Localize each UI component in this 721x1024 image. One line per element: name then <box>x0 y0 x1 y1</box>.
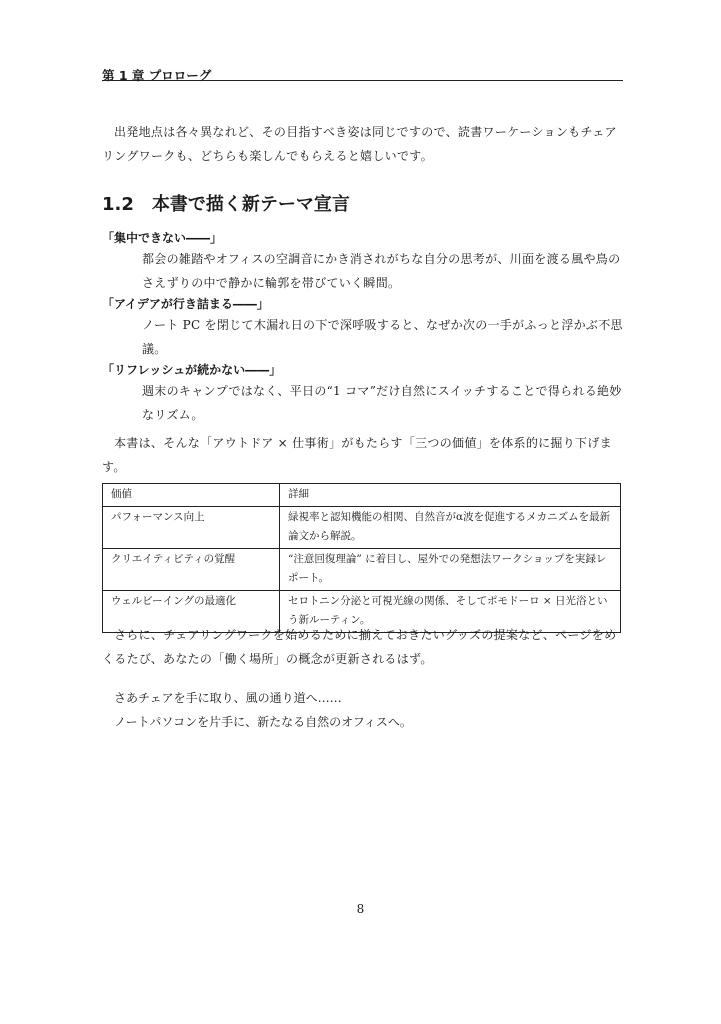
table-row <box>103 549 621 591</box>
header-rule <box>102 80 623 81</box>
item-heading: 「アイデアが行き詰まる――」 <box>102 297 269 311</box>
table-header-row <box>103 484 621 507</box>
table-cell-detail: セロトニン分泌と可視光線の関係、そしてポモドーロ × 日光浴という新ルーティン。 <box>280 591 621 633</box>
table-cell-value: ウェルビーイングの最適化 <box>103 591 280 633</box>
list-item <box>102 229 623 295</box>
intro-paragraph: 出発地点は各々異なれど、その目指すべき姿は同じですので、読書ワーケーションもチェアリングワークも、どちらも楽しんでもらえると嬉しいです。 <box>102 125 617 163</box>
values-table <box>102 483 621 633</box>
table-intro-paragraph: 本書は、そんな「アウトドア × 仕事術」がもたらす「三つの価値」を体系的に掘り下げます。 <box>102 436 612 474</box>
closing-line-1: さあチェアを手に取り、風の通り道へ…… <box>114 691 342 705</box>
column-header-detail: 詳細 <box>280 484 621 507</box>
item-body: 週末のキャンプではなく、平日の“1 コマ”だけ自然にスイッチすることで得られる絶妙なリズム。 <box>142 384 622 422</box>
after-table-paragraph: さらに、チェアリングワークを始めるために揃えておきたいグッズの提案など、ページをめくるたび、あなたの「働く場所」の概念が更新されるはず。 <box>102 628 617 666</box>
table-cell-value: クリエイティビティの覚醒 <box>103 549 280 591</box>
running-header: 第 1 章 プロローグ <box>102 68 212 83</box>
table-row <box>103 507 621 549</box>
item-heading: 「集中できない――」 <box>102 231 223 245</box>
table-cell-value: パフォーマンス向上 <box>103 507 280 549</box>
list-item <box>102 361 623 427</box>
column-header-value: 価値 <box>103 484 280 507</box>
item-body: ノート PC を閉じて木漏れ日の下で深呼吸すると、なぜか次の一手がふっと浮かぶ不思議。 <box>142 318 623 356</box>
section-heading <box>102 190 350 216</box>
item-body: 都会の雑踏やオフィスの空調音にかき消されがちな自分の思考が、川面を渡る風や鳥のさえずりの中で静かに輪郭を帯びていく瞬間。 <box>142 252 621 290</box>
list-item <box>102 295 623 361</box>
item-heading: 「リフレッシュが続かない――」 <box>102 363 282 377</box>
section-number: 1.2 <box>102 194 134 215</box>
table-cell-detail: 緑視率と認知機能の相関、自然音がα波を促進するメカニズムを最新論文から解説。 <box>280 507 621 549</box>
table-cell-detail: “注意回復理論” に着目し、屋外での発想法ワークショップを実録レポート。 <box>280 549 621 591</box>
page-number: 8 <box>356 902 365 916</box>
section-title: 本書で描く新テーマ宣言 <box>151 194 350 215</box>
closing-line-2: ノートパソコンを片手に、新たなる自然のオフィスへ。 <box>114 715 412 729</box>
